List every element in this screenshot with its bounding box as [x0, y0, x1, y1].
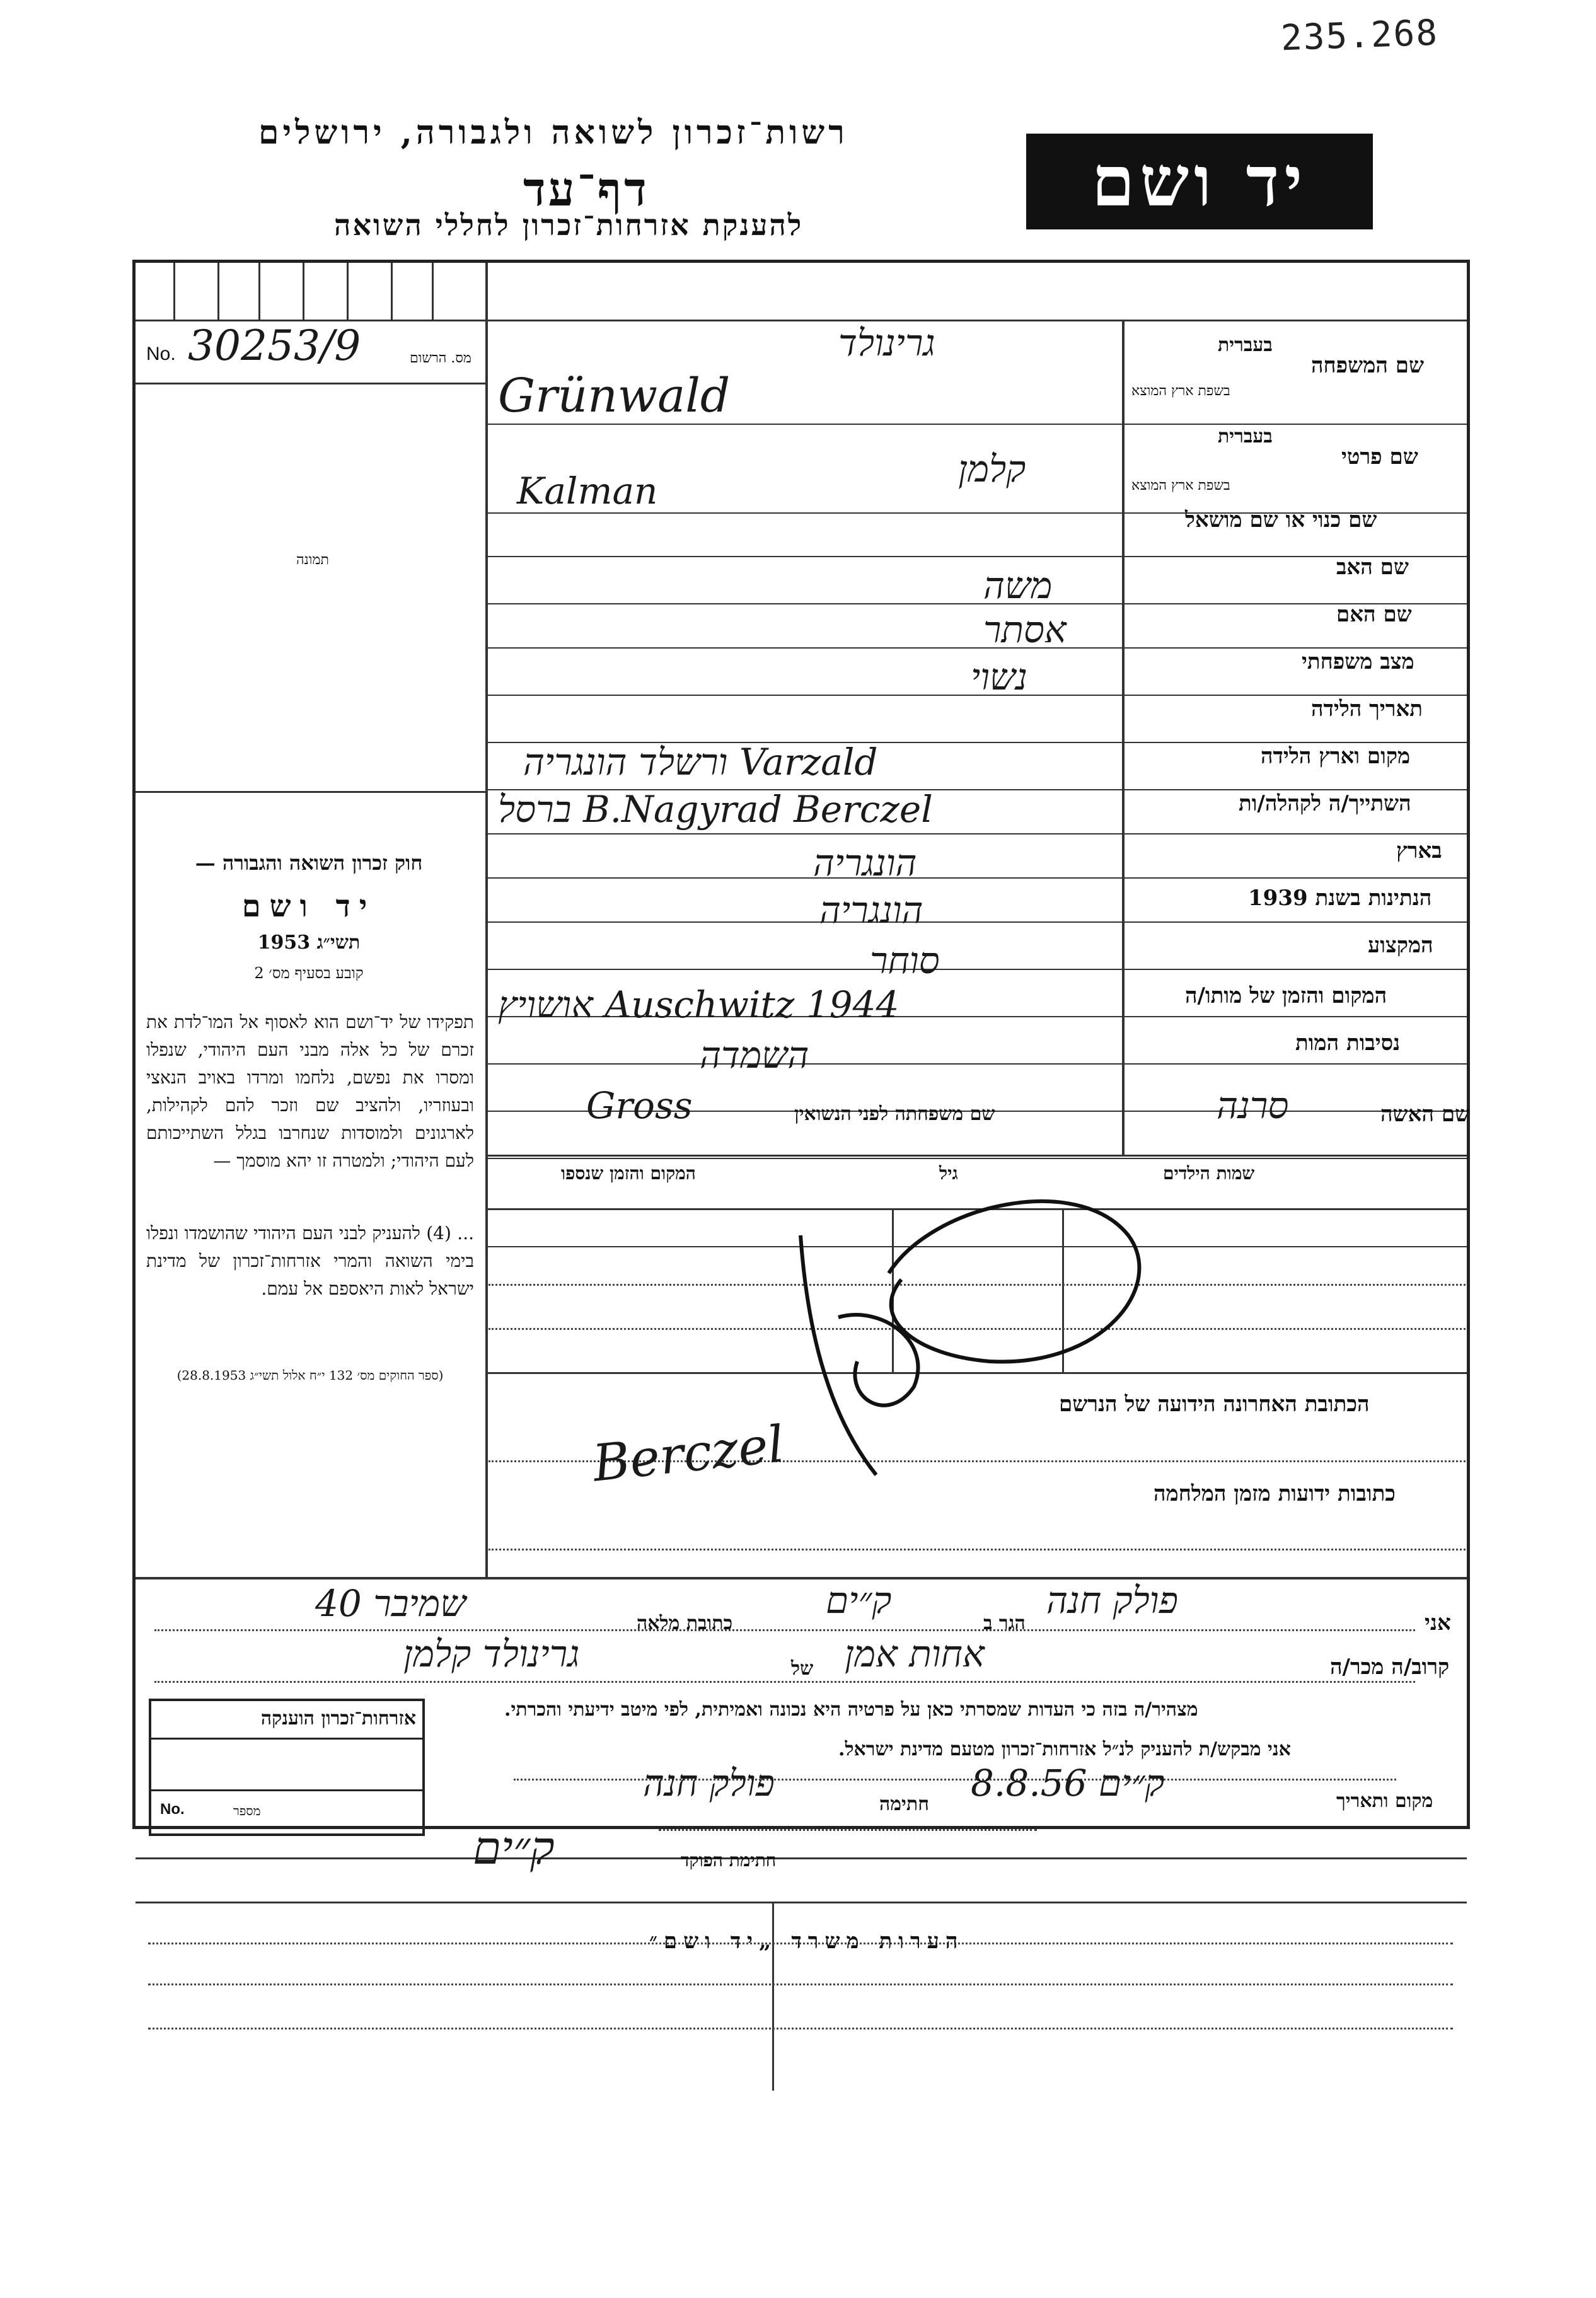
place-date-value: ק״ים 8.8.56	[971, 1762, 1165, 1804]
family-name-foreign-label: בשפת ארץ המוצא	[1131, 383, 1230, 399]
declaration-line-2: אני מבקש/ת להעניק לנ״ל אזרחות־זכרון מטעם מדינת ישראל.	[838, 1738, 1291, 1760]
law-text: תפקידו של יד־ושם הוא לאסוף אל המו־לדת את זכרם של כל אלה מבני העם היהודי, שנפלו ומסרו את נפשם, נלחמו ומרדו באויב הנאצי ובעוזריו, ולהציב שם וזכר להם לקהילות, לארגונים ולמוסדות שנחרבו בגלל השתייכותם לעם היהודי; ולמטרה זו יהא מוסמך —	[146, 1012, 474, 1171]
birth-date-label: תאריך הלידה	[1311, 696, 1423, 722]
yad-vashem-logo: יד ושם	[1026, 134, 1373, 229]
birth-place-label: מקום וארץ הלידה	[1261, 744, 1411, 769]
place-date-label: מקום ותאריך	[1336, 1790, 1433, 1812]
witness-scribble-signature	[725, 1160, 1198, 1487]
full-address-label: כתובת מלאה	[637, 1612, 733, 1634]
official-signature-label: חתימת הפוקד	[681, 1850, 777, 1871]
reg-number-label: מס. הרשום	[410, 350, 471, 366]
family-name-label: שם המשפחה	[1311, 353, 1425, 378]
community-label: השתייך/ה לקהלה/ות	[1239, 791, 1411, 816]
resides-label: הגר ב	[983, 1612, 1026, 1634]
witness-signature: פולק חנה	[643, 1762, 775, 1804]
law-clause: קובע בסעיף מס׳ 2	[254, 964, 364, 982]
family-name-hebrew-value: גרינולד	[838, 321, 935, 364]
first-name-hebrew-label: בעברית	[1218, 425, 1273, 447]
law-clause-4: ... (4) להעניק לבני העם היהודי שהושמדו ונפלו בימי השואה והמרי אזרחות־זכרון של מדינת ישראל לאות היאספם אל עמם.	[146, 1223, 474, 1299]
wife-name-label: שם האשה	[1380, 1102, 1471, 1127]
relative-label: קרוב/ה מכר/ה	[1330, 1654, 1450, 1680]
maiden-name-value: Gross	[586, 1084, 693, 1127]
citizenship-no-label: No.	[160, 1801, 185, 1818]
first-name-foreign-value: Kalman	[517, 470, 658, 512]
mother-name-value: אסתר	[983, 608, 1067, 651]
reg-number-value: 30253/9	[188, 321, 361, 370]
wife-name-value: סרנה	[1217, 1084, 1289, 1127]
mother-name-label: שם האם	[1336, 602, 1412, 627]
maiden-name-label: שם משפחתה לפני הנשואין	[794, 1103, 995, 1125]
children-names-header: שמות הילדים	[1163, 1163, 1255, 1184]
corner-number: 235.268	[1280, 12, 1440, 59]
remarks-title: הערות משרד „יד ושם״	[649, 1929, 964, 1954]
father-name-label: שם האב	[1336, 555, 1409, 580]
official-signature: ק״ים	[473, 1822, 555, 1874]
last-address-value: Berczel	[589, 1414, 787, 1493]
marital-status-value: נשוי	[971, 655, 1027, 698]
profession-value: סוחר	[870, 939, 940, 982]
country-value: הונגריה	[813, 841, 917, 884]
nationality-1939-value: הונגריה	[819, 889, 923, 932]
relation-value: אחות אמן	[845, 1632, 985, 1675]
death-place-value: אושויץ Auschwitz 1944	[498, 983, 899, 1026]
death-circumstances-label: נסיבות המות	[1295, 1031, 1401, 1056]
citizenship-box	[149, 1699, 425, 1836]
marital-status-label: מצב משפחתי	[1302, 649, 1414, 674]
of-label: של	[791, 1658, 814, 1680]
children-age-header: גיל	[939, 1163, 958, 1184]
first-name-hebrew-value: קלמן	[958, 447, 1026, 490]
last-address-label: הכתובת האחרונה הידועה של הנרשם	[1059, 1392, 1370, 1417]
authority-title: רשות־זכרון לשואה ולגבורה, ירושלים	[258, 113, 848, 152]
country-label: בארץ	[1396, 838, 1442, 863]
form-title: דף־עד	[523, 163, 649, 217]
resides-value: ק״ים	[826, 1579, 892, 1622]
first-name-label: שם פרטי	[1341, 444, 1418, 470]
law-name: יד ושם	[241, 889, 376, 924]
signature-label: חתימה	[879, 1793, 929, 1815]
declaration-line-1: מצהיר/ה בזה כי העדות שמסרתי כאן על פרטיה היא נכונה ואמיתית, לפי מיטב ידיעתי והכרתי.	[504, 1699, 1198, 1721]
witness-i-label: אני	[1425, 1610, 1451, 1636]
full-address-value: שמיבר 40	[315, 1582, 466, 1625]
photo-label: תמונה	[296, 552, 329, 568]
law-year: תשי״ג 1953	[257, 932, 361, 954]
family-name-foreign-value: Grünwald	[498, 369, 731, 423]
nationality-1939-label: הנתינות בשנת 1939	[1248, 886, 1432, 911]
form-subtitle: להענקת אזרחות־זכרון לחללי השואה	[334, 208, 804, 242]
citizenship-box-title: אזרחות־זכרון הוענקה	[260, 1707, 416, 1729]
law-title: חוק זכרון השואה והגבורה —	[195, 851, 423, 875]
witness-name-value: פולק חנה	[1046, 1579, 1179, 1622]
children-place-header: המקום והזמן שנספו	[561, 1163, 696, 1184]
wartime-address-label: כתובות ידועות מזמן המלחמה	[1154, 1481, 1396, 1506]
profession-label: המקצוע	[1368, 933, 1433, 958]
death-circumstances-value: השמדה	[700, 1034, 809, 1077]
death-place-label: המקום והזמן של מותו/ה	[1185, 983, 1387, 1008]
law-source: (ספר החוקים מס׳ 132 י״ח אלול תשי״ג 28.8.1953)	[176, 1368, 444, 1383]
community-value: ברסל B.Nagyrad Berczel	[498, 788, 933, 831]
family-name-hebrew-label: בעברית	[1218, 334, 1273, 356]
reg-no-label: No.	[146, 344, 176, 364]
birth-place-value: ורשלד הונגריה Varzald	[523, 741, 878, 783]
nickname-label: שם כנוי או שם מושאל	[1185, 507, 1377, 533]
first-name-foreign-label: בשפת ארץ המוצא	[1131, 478, 1230, 494]
citizenship-number-label: מספר	[233, 1803, 261, 1818]
of-value: גרינולד קלמן	[403, 1632, 580, 1675]
father-name-value: משה	[983, 564, 1053, 607]
